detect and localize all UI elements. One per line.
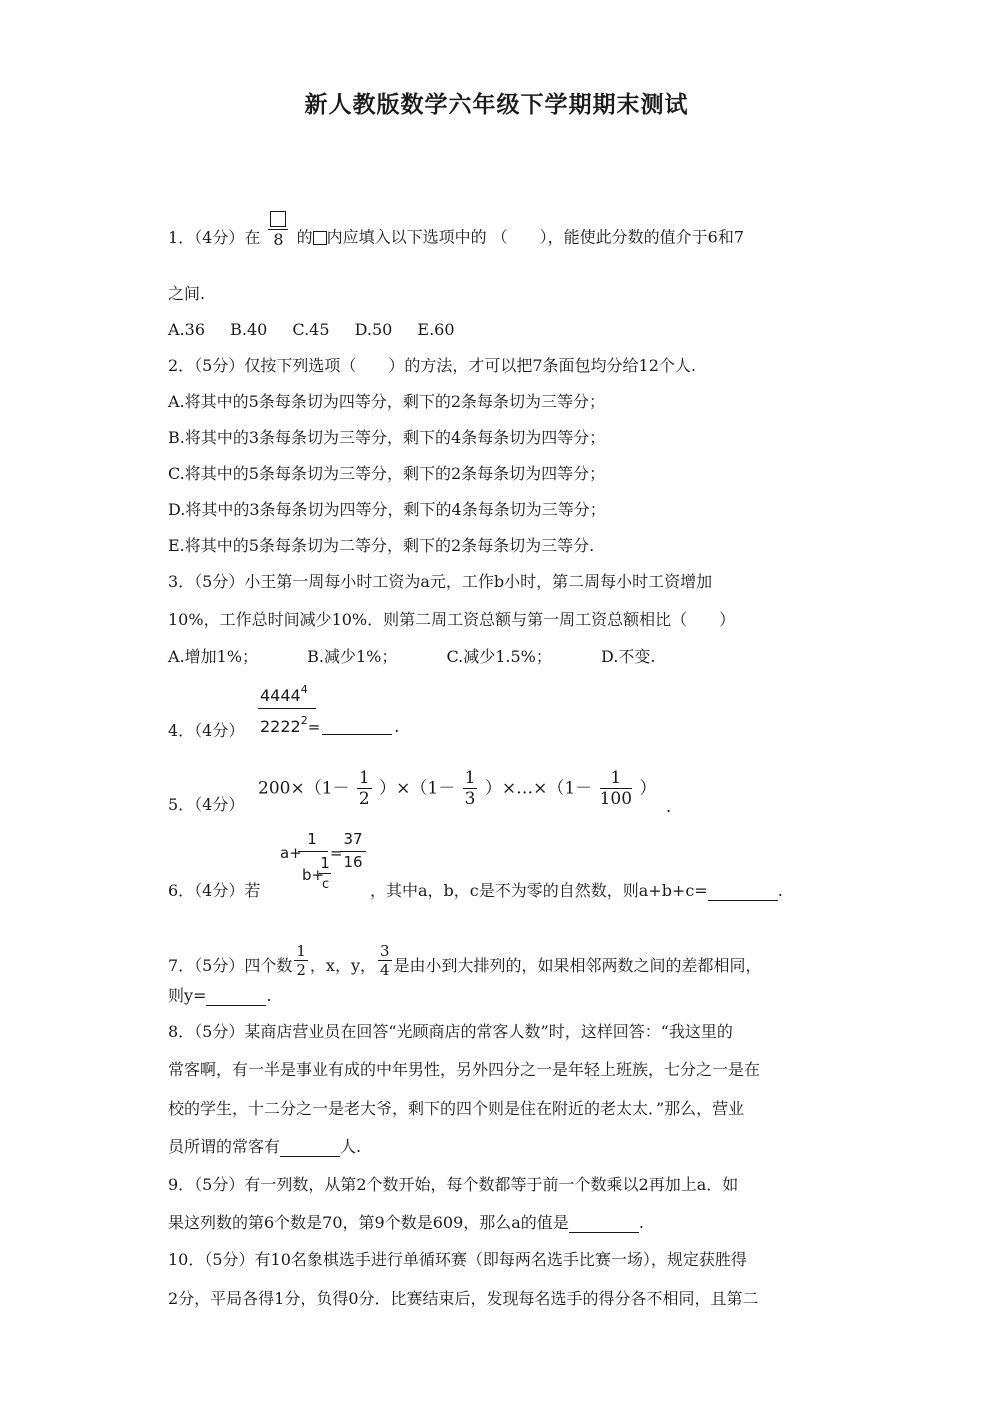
- q1-options: [168, 320, 475, 340]
- q6-one-inner: 1: [320, 854, 330, 872]
- q1-option-b: B.40: [230, 320, 268, 339]
- q6-c: c: [322, 877, 330, 892]
- q4-den-base: 2222: [260, 717, 301, 736]
- q9-period: .: [638, 1213, 644, 1232]
- q5-lead: 200×（1－: [258, 778, 350, 799]
- q1-option-d: D.50: [354, 320, 393, 339]
- q2-stem: 2．（5分）仅按下列选项（ ）的方法，才可以把7条面包均分给12个人.: [168, 356, 696, 375]
- q4-den-exp: 2: [300, 714, 308, 727]
- q7-frac-2: [378, 944, 392, 978]
- q4-answer-blank: [322, 718, 392, 735]
- q6-text-line: [370, 881, 783, 901]
- q7-line2: [168, 986, 272, 1006]
- q8-line4: [168, 1137, 361, 1157]
- q5-expression: [258, 770, 656, 808]
- q6-bar-outer: [298, 851, 328, 852]
- q10-line1: 10．（5分）有10名象棋选手进行单循环赛（即每两名选手比赛一场），规定获胜得: [168, 1250, 747, 1269]
- q5-frac-1-num: 1: [358, 768, 370, 788]
- q9-line2: [168, 1213, 644, 1233]
- blank-box-icon: [270, 211, 286, 227]
- q8-line3: 校的学生，十二分之一是老大爷，剩下的四个则是住在附近的老太太．”那么，营业: [168, 1099, 745, 1118]
- q3-option-c: C.减少1.5%；: [446, 647, 552, 666]
- q2-option-a: A.将其中的5条每条切为四等分，剩下的2条每条切为三等分；: [168, 392, 606, 411]
- q6-b-plus: b+: [302, 866, 325, 884]
- q7-y-label: 则y=: [168, 986, 207, 1005]
- q1-line2: 之间.: [168, 284, 206, 303]
- q7-frac-2-num: 3: [380, 942, 390, 960]
- q6-one-top: 1: [307, 830, 317, 848]
- q9-answer-blank: [569, 1216, 639, 1233]
- q4-num-base: 4444: [260, 686, 301, 705]
- q6-prefix: 6．（4分）若: [168, 881, 261, 900]
- q8-line2: 常客啊，有一半是事业有成的中年男性，另外四分之一是年轻上班族，七分之一是在: [168, 1060, 761, 1079]
- q3-option-d: D.不变.: [600, 647, 656, 666]
- q5-frac-2: [463, 770, 478, 808]
- q3-line2: 10%，工作总时间减少10%．则第二周工资总额与第一周工资总额相比（ ）: [168, 610, 736, 629]
- q6-result-bar: [340, 851, 366, 852]
- q7-answer-blank: [206, 989, 266, 1006]
- q4-equals: =: [307, 718, 321, 736]
- q5-mid2: ）×…×（1－: [484, 778, 593, 799]
- q8-line1: 8．（5分）某商店营业员在回答“光顾商店的常客人数”时，这样回答：“我这里的: [168, 1022, 733, 1041]
- q5-frac-2-den: 3: [464, 789, 476, 809]
- q8-last-suffix: 人.: [340, 1137, 362, 1156]
- q8-last-prefix: 员所谓的常客有: [168, 1137, 281, 1156]
- q1-text: 内应填入以下选项中的 （ ），能使此分数的值介于6和7: [326, 227, 745, 247]
- q4-fraction: [258, 680, 401, 735]
- q1-option-a: A.36: [168, 320, 205, 339]
- q5-frac-3-num: 1: [600, 770, 632, 789]
- q5-mid1: ）×（1－: [379, 778, 456, 799]
- q5-frac-3: [600, 770, 632, 808]
- q1-option-c: C.45: [292, 320, 330, 339]
- q3-option-b: B.减少1%；: [307, 647, 398, 666]
- question-7: [168, 942, 762, 979]
- q2-option-d: D.将其中的3条每条切为四等分，剩下的4条每条切为三等分；: [168, 500, 606, 519]
- q6-answer-blank: [708, 884, 778, 901]
- q7-period: .: [266, 986, 272, 1005]
- q5-prefix: 5．（4分）: [168, 795, 245, 814]
- q3-option-a: A.增加1%；: [168, 647, 259, 666]
- q6-period: .: [777, 881, 783, 900]
- q7-frac-1-den: 2: [296, 961, 306, 979]
- q6-equals: =: [330, 844, 343, 862]
- blank-box-icon: [313, 231, 327, 245]
- q5-period: .: [666, 797, 672, 816]
- q5-frac-2-num: 1: [464, 768, 476, 788]
- q10-line2: 2分，平局各得1分，负得0分．比赛结束后，发现每名选手的得分各不相同，且第二: [168, 1289, 759, 1308]
- q2-option-e: E.将其中的5条每条切为二等分，剩下的2条每条切为三等分.: [168, 536, 595, 555]
- q5-tail: ）: [639, 778, 657, 799]
- q9-line1: 9．（5分）有一列数，从第2个数开始，每个数都等于前一个数乘以2再加上a．如: [168, 1175, 739, 1194]
- q6-result-den: 16: [343, 853, 363, 871]
- q7-text: 是由小到大排列的，如果相邻两数之间的差都相同，: [393, 956, 762, 975]
- q6-continued-fraction: [280, 830, 375, 892]
- question-1: [168, 210, 744, 248]
- q5-frac-3-den: 100: [599, 789, 633, 809]
- q1-fraction: [268, 210, 288, 248]
- q7-prefix: 7．（5分）四个数: [168, 956, 293, 975]
- q6-result-num: 37: [343, 830, 363, 848]
- q1-option-e: E.60: [417, 320, 455, 339]
- q7-frac-1: [294, 944, 308, 978]
- q4-prefix: 4．（4分）: [168, 721, 245, 740]
- q3-options: [168, 647, 675, 667]
- q7-frac-1-num: 1: [296, 942, 306, 960]
- q6-a-plus: a+: [280, 844, 302, 862]
- q7-mid: ，x，y，: [309, 956, 376, 975]
- q3-line1: 3．（5分）小王第一周每小时工资为a元，工作b小时，第二周每小时工资增加: [168, 572, 713, 591]
- q1-prefix: 1．（4分）在: [168, 227, 261, 247]
- q7-frac-2-den: 4: [380, 961, 390, 979]
- q6-text: ，其中a，b，c是不为零的自然数，则a+b+c=: [370, 881, 708, 900]
- q2-option-b: B.将其中的3条每条切为三等分，剩下的4条每条切为四等分；: [168, 428, 606, 447]
- q5-frac-1: [357, 770, 372, 808]
- q8-answer-blank: [280, 1140, 340, 1157]
- q9-line2-text: 果这列数的第6个数是70，第9个数是609，那么a的值是: [168, 1213, 569, 1232]
- q4-period: .: [394, 717, 400, 736]
- q1-middle: 的: [296, 227, 313, 247]
- q2-option-c: C.将其中的5条每条切为三等分，剩下的2条每条切为四等分；: [168, 464, 606, 483]
- q4-num-exp: 4: [300, 683, 308, 696]
- q5-frac-1-den: 2: [358, 789, 370, 809]
- page-title: 新人教版数学六年级下学期期末测试: [304, 92, 689, 118]
- q6-bar-inner: [319, 873, 331, 874]
- q1-fraction-denominator: 8: [273, 229, 284, 249]
